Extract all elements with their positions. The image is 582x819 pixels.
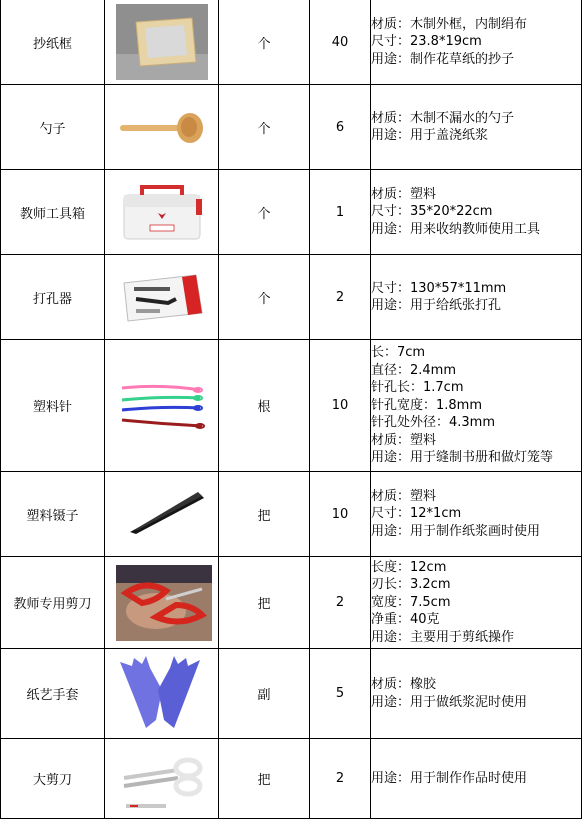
item-unit: 个 xyxy=(219,85,310,170)
item-image xyxy=(105,472,219,557)
table-row xyxy=(1,649,582,739)
item-quantity: 5 xyxy=(310,649,371,739)
item-unit: 个 xyxy=(219,255,310,340)
description-line: 材质：塑料 xyxy=(371,488,437,504)
item-unit: 个 xyxy=(219,0,310,85)
item-quantity: 2 xyxy=(310,739,371,819)
plastic-needle-icon xyxy=(116,376,208,436)
item-quantity: 1 xyxy=(310,170,371,255)
item-name: 抄纸框 xyxy=(1,0,105,85)
item-name: 塑料镊子 xyxy=(1,472,105,557)
item-name: 打孔器 xyxy=(1,255,105,340)
item-name: 大剪刀 xyxy=(1,739,105,819)
description-line: 长度：12cm xyxy=(371,559,447,575)
red-scissors-icon xyxy=(116,565,208,641)
description-line: 用途：用于制作作品时使用 xyxy=(371,770,528,786)
description-line: 尺寸：35*20*22cm xyxy=(371,204,493,220)
item-quantity: 40 xyxy=(310,0,371,85)
description-line: 刃长：3.2cm xyxy=(371,577,451,593)
table-row xyxy=(1,85,582,170)
item-quantity: 2 xyxy=(310,255,371,340)
item-name: 勺子 xyxy=(1,85,105,170)
item-description xyxy=(371,340,582,472)
description-line: 针孔长：1.7cm xyxy=(371,380,464,396)
description-line: 用途：制作花草纸的抄子 xyxy=(371,51,515,67)
item-unit: 根 xyxy=(219,340,310,472)
item-description xyxy=(371,255,582,340)
description-line: 材质：塑料 xyxy=(371,186,437,202)
item-quantity: 10 xyxy=(310,340,371,472)
item-unit: 个 xyxy=(219,170,310,255)
description-line: 用途：用于做纸浆泥时使用 xyxy=(371,694,528,710)
description-line: 宽度：7.5cm xyxy=(371,594,451,610)
table-row xyxy=(1,255,582,340)
description-line: 用途：用来收纳教师使用工具 xyxy=(371,221,541,237)
item-image xyxy=(105,170,219,255)
item-description xyxy=(371,472,582,557)
item-name: 教师工具箱 xyxy=(1,170,105,255)
item-name: 塑料针 xyxy=(1,340,105,472)
wooden-frame-icon xyxy=(116,4,208,80)
description-line: 尺寸：130*57*11mm xyxy=(371,280,507,296)
table-row xyxy=(1,0,582,85)
item-image xyxy=(105,557,219,649)
item-quantity: 10 xyxy=(310,472,371,557)
wooden-spoon-icon xyxy=(116,107,208,147)
table-row xyxy=(1,340,582,472)
item-name: 纸艺手套 xyxy=(1,649,105,739)
item-unit: 把 xyxy=(219,557,310,649)
description-line: 针孔处外径：4.3mm xyxy=(371,415,496,431)
item-description xyxy=(371,649,582,739)
description-line: 直径：2.4mm xyxy=(371,362,457,378)
table-row xyxy=(1,472,582,557)
hole-punch-icon xyxy=(116,269,208,325)
item-image xyxy=(105,0,219,85)
item-quantity: 6 xyxy=(310,85,371,170)
item-image xyxy=(105,85,219,170)
table-row xyxy=(1,170,582,255)
description-line: 长：7cm xyxy=(371,345,426,361)
item-unit: 把 xyxy=(219,739,310,819)
description-line: 用途：用于盖浇纸浆 xyxy=(371,128,489,143)
table-row xyxy=(1,557,582,649)
rubber-gloves-icon xyxy=(116,656,208,732)
item-name: 教师专用剪刀 xyxy=(1,557,105,649)
item-image xyxy=(105,255,219,340)
description-line: 用途：用于给纸张打孔 xyxy=(371,298,502,313)
description-line: 针孔宽度：1.8mm xyxy=(371,397,483,413)
item-description xyxy=(371,557,582,649)
item-description xyxy=(371,85,582,170)
item-description xyxy=(371,170,582,255)
description-line: 材质：橡胶 xyxy=(371,677,437,692)
description-line: 用途：用于缝制书册和做灯笼等 xyxy=(371,450,554,466)
tweezers-icon xyxy=(116,484,208,544)
description-line: 净重：40克 xyxy=(371,612,440,628)
item-quantity: 2 xyxy=(310,557,371,649)
description-line: 尺寸：12*1cm xyxy=(371,506,462,522)
description-line: 材质：木制外框，内制绢布 xyxy=(371,16,528,32)
item-image xyxy=(105,649,219,739)
description-line: 用途：用于制作纸浆画时使用 xyxy=(371,523,541,539)
item-image xyxy=(105,340,219,472)
item-unit: 副 xyxy=(219,649,310,739)
big-scissors-icon xyxy=(116,748,208,810)
description-line: 尺寸：23.8*19cm xyxy=(371,34,482,50)
description-line: 材质：塑料 xyxy=(371,432,437,448)
item-unit: 把 xyxy=(219,472,310,557)
item-description xyxy=(371,0,582,85)
description-line: 用途：主要用于剪纸操作 xyxy=(371,629,515,645)
tool-box-icon xyxy=(116,181,208,243)
description-line: 材质：木制不漏水的勺子 xyxy=(371,110,515,126)
